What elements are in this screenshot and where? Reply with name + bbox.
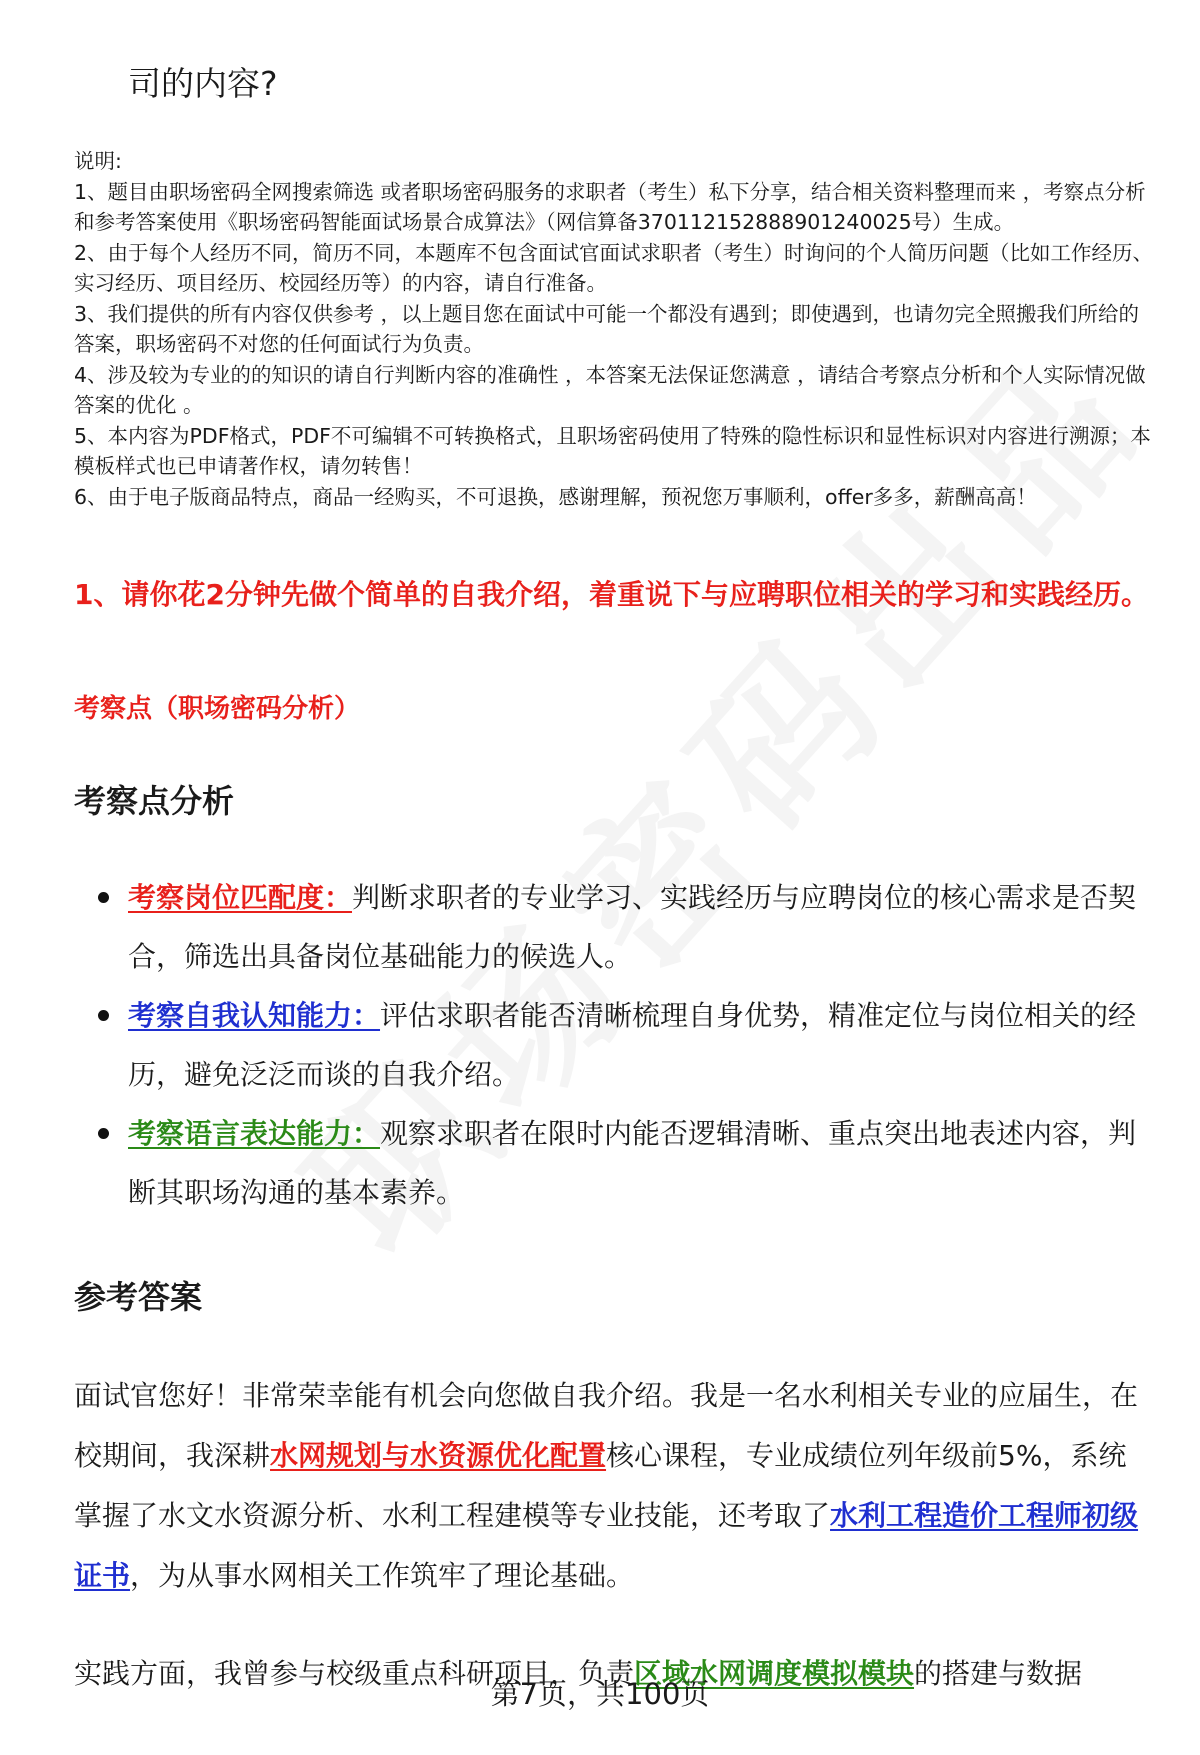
notes-item: 4、涉及较为专业的的知识的请自行判断内容的准确性 ，本答案无法保证您满意 ，请结合考察点分析和个人实际情况做答案的优化 。: [74, 362, 1146, 417]
analysis-item: [74, 868, 1154, 986]
notes-item: 5、本内容为PDF格式，PDF不可编辑不可转换格式，且职场密码使用了特殊的隐性标识和显性标识对内容进行溯源；本模板样式也已申请著作权，请勿转售！: [74, 423, 1151, 478]
analysis-item: [74, 1104, 1154, 1222]
answer-text: 面试官您好！非常荣幸能有机会向您做自我介绍。我是一名水利相关专业的应届生，在校期间，我深耕: [74, 1379, 1139, 1472]
answer-text: 实践方面，我曾参与校级重点科研项目，负责: [74, 1657, 635, 1690]
answer-text: 的搭建与数据: [914, 1657, 1083, 1690]
bullet-icon: [98, 892, 109, 903]
notes-item: 3、我们提供的所有内容仅供参考 ，以上题目您在面试中可能一个都没有遇到；即使遇到，也请勿完全照搬我们所给的答案，职场密码不对您的任何面试行为负责。: [74, 301, 1140, 356]
question-title: 1、请你花2分钟先做个简单的自我介绍，着重说下与应聘职位相关的学习和实践经历。: [74, 578, 1149, 611]
bullet-icon: [98, 1128, 109, 1139]
answer-heading: 参考答案: [74, 1278, 203, 1316]
answer-keyword: 水网规划与水资源优化配置: [270, 1439, 607, 1472]
analysis-keyword: 考察语言表达能力：: [128, 1117, 381, 1150]
answer-paragraph: [74, 1366, 1154, 1606]
notes-section: [74, 146, 1154, 512]
analysis-keyword: 考察岗位匹配度：: [128, 881, 353, 914]
bullet-icon: [98, 1010, 109, 1021]
analysis-text: 观察求职者在限时内能否逻辑清晰、重点突出地表述内容，判断其职场沟通的基本素养。: [128, 1117, 1137, 1209]
notes-item: 2、由于每个人经历不同，简历不同，本题库不包含面试官面试求职者（考生）时询问的个人简历问题（比如工作经历、实习经历、项目经历、校园经历等）的内容，请自行准备。: [74, 240, 1154, 295]
analysis-keyword: 考察自我认知能力：: [128, 999, 381, 1032]
continued-question-text: 司的内容?: [128, 64, 278, 103]
assessment-subheading: 考察点（职场密码分析）: [74, 694, 361, 724]
answer-keyword: 区域水网调度模拟模块: [634, 1657, 915, 1690]
analysis-text: 评估求职者能否清晰梳理自身优势，精准定位与岗位相关的经历，避免泛泛而谈的自我介绍。: [128, 999, 1137, 1091]
answer-text: ，为从事水网相关工作筑牢了理论基础。: [130, 1559, 635, 1592]
answer-text: 核心课程，专业成绩位列年级前5%，系统掌握了水文水资源分析、水利工程建模等专业技能，还考取了: [74, 1439, 1127, 1532]
notes-item: 1、题目由职场密码全网搜索筛选 或者职场密码服务的求职者（考生）私下分享，结合相关资料整理而来 ，考察点分析和参考答案使用《职场密码智能面试场景合成算法》（网信算备370112152888901240025号）生成。: [74, 179, 1146, 234]
analysis-text: 判断求职者的专业学习、实践经历与应聘岗位的核心需求是否契合，筛选出具备岗位基础能力的候选人。: [128, 881, 1137, 973]
analysis-heading: 考察点分析: [74, 782, 235, 820]
analysis-item: [74, 986, 1154, 1104]
notes-heading: 说明:: [74, 149, 122, 173]
notes-item: 6、由于电子版商品特点，商品一经购买，不可退换，感谢理解，预祝您万事顺利，offer多多，薪酬高高！: [74, 484, 1037, 509]
answer-keyword: 水利工程造价工程师初级证书: [74, 1499, 1139, 1592]
page-number: 第7页，共100页: [490, 1677, 710, 1711]
analysis-list: [74, 868, 1154, 1222]
